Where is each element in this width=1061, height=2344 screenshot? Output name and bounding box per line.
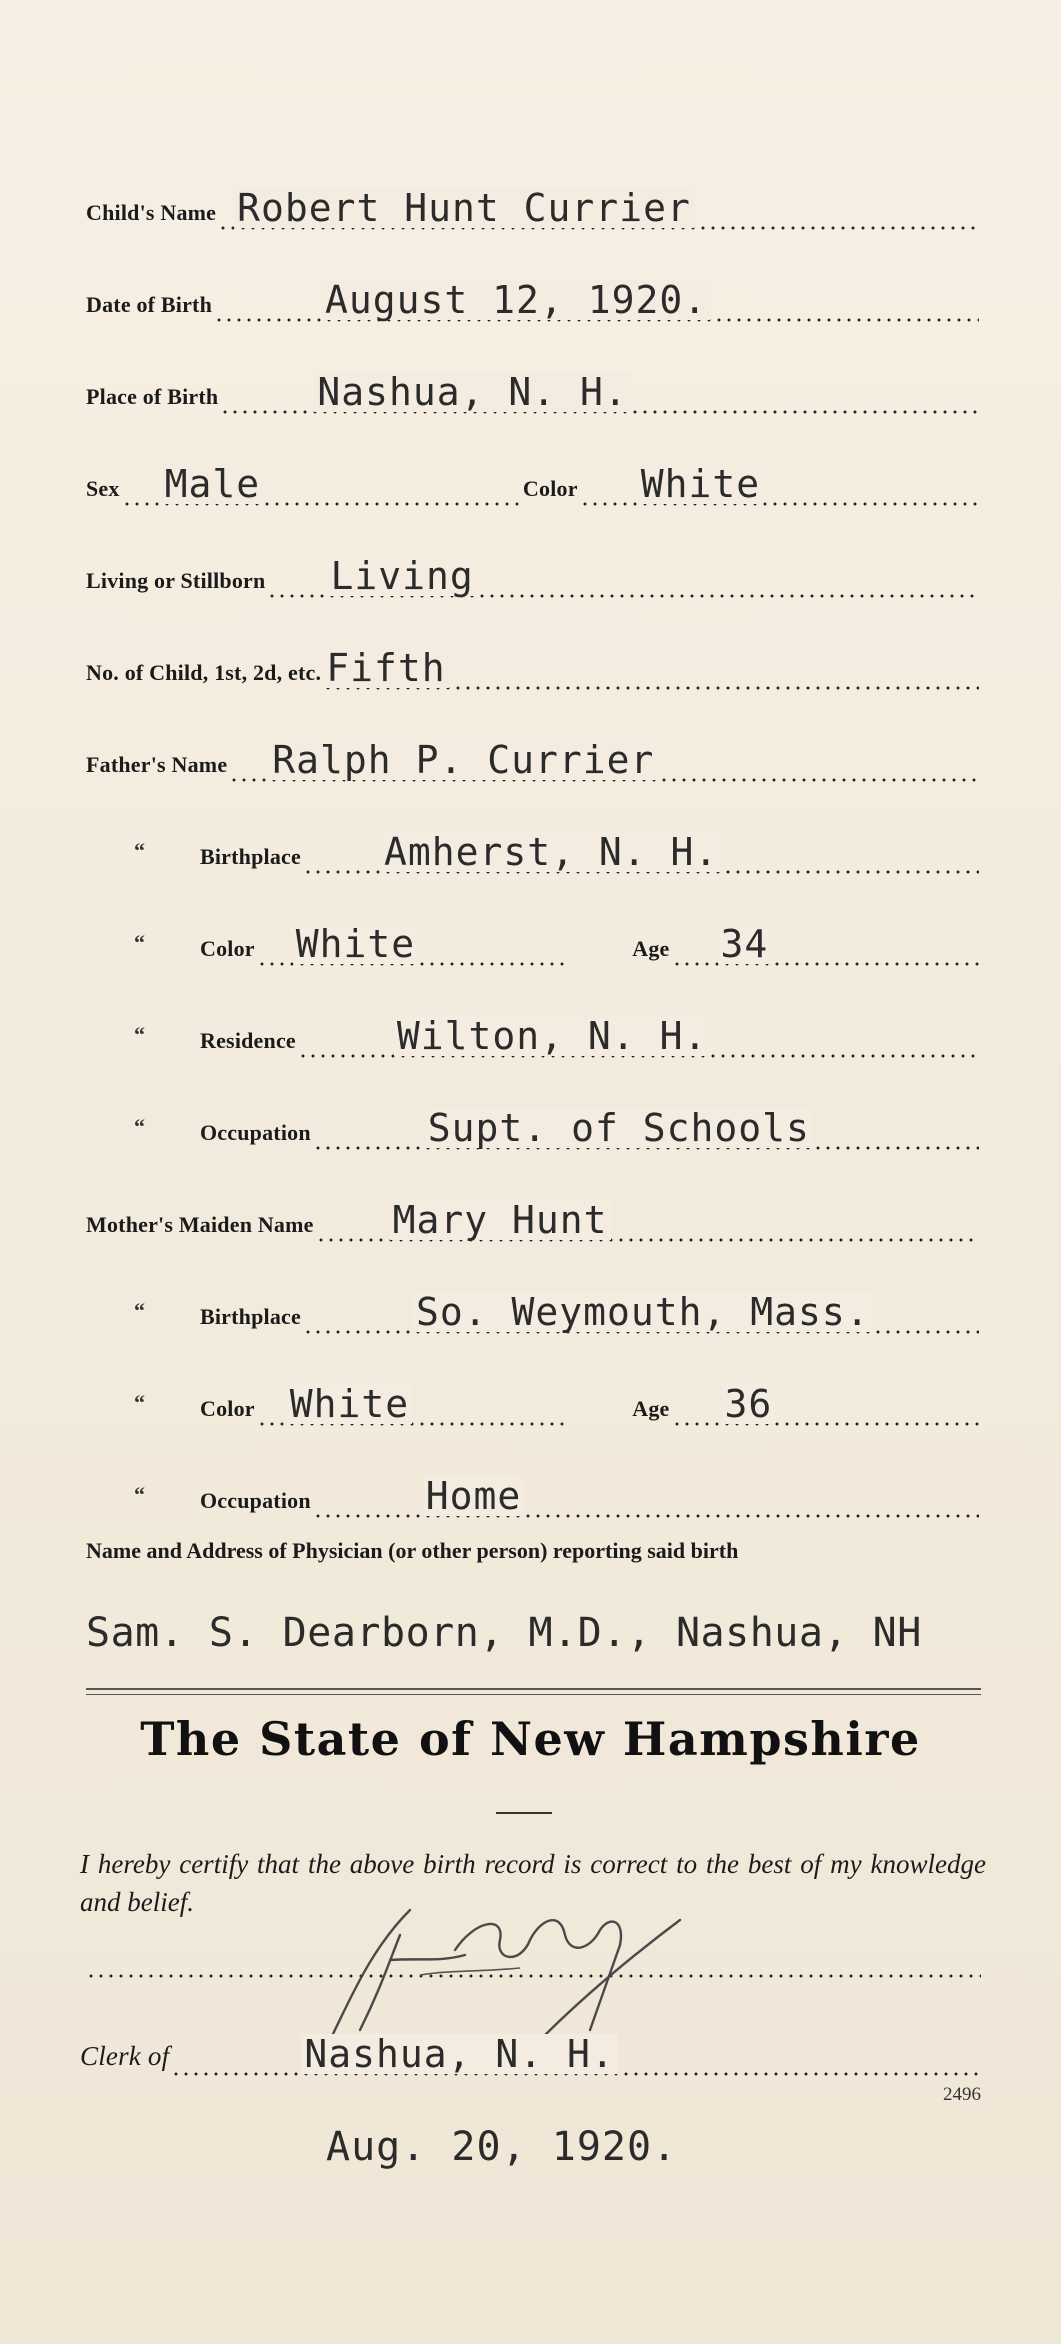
- clerk-label: Clerk of: [80, 2041, 170, 2071]
- divider-rule: [86, 1688, 981, 1690]
- short-divider: [496, 1812, 552, 1814]
- mother-birthplace-label: Birthplace: [200, 1304, 301, 1329]
- ditto-mark: “: [134, 1298, 145, 1323]
- physician-value: Sam. S. Dearborn, M.D., Nashua, NH: [86, 1610, 922, 1656]
- father-age-value: 34: [718, 924, 772, 964]
- mother-occupation-row: [134, 1458, 981, 1518]
- living-label: Living or Stillborn: [86, 568, 266, 593]
- date-of-birth-label: Date of Birth: [86, 292, 213, 317]
- clerk-row: [80, 2020, 981, 2076]
- mother-color-value: White: [287, 1384, 412, 1424]
- sex-label: Sex: [86, 476, 120, 501]
- date-of-birth-row: [86, 262, 981, 322]
- date-of-birth-value: August 12, 1920.: [322, 280, 710, 320]
- mother-color-label: Color: [200, 1396, 255, 1421]
- place-of-birth-label: Place of Birth: [86, 384, 219, 409]
- father-occupation-row: [134, 1090, 981, 1150]
- mother-birthplace-value: So. Weymouth, Mass.: [413, 1292, 873, 1332]
- father-birthplace-value: Amherst, N. H.: [381, 832, 721, 872]
- state-title: The State of New Hampshire: [140, 1712, 921, 1766]
- child-name-row: [86, 170, 981, 230]
- mother-age-value: 36: [722, 1384, 776, 1424]
- living-value: Living: [327, 556, 476, 596]
- ditto-mark: “: [134, 930, 145, 955]
- father-color-age-row: [134, 906, 981, 966]
- father-birthplace-row: [134, 814, 981, 874]
- certification-date: Aug. 20, 1920.: [326, 2124, 678, 2170]
- clerk-city-value: Nashua, N. H.: [301, 2034, 617, 2074]
- child-color-label: Color: [522, 476, 578, 501]
- place-of-birth-row: [86, 354, 981, 414]
- father-name-label: Father's Name: [86, 752, 228, 777]
- form-number: 2496: [943, 2084, 981, 2105]
- mother-name-row: [86, 1182, 981, 1242]
- physician-label: Name and Address of Physician (or other person) reporting said birth: [86, 1538, 739, 1563]
- child-number-label: No. of Child, 1st, 2d, etc.: [86, 660, 322, 685]
- father-color-value: White: [293, 924, 418, 964]
- mother-occupation-value: Home: [423, 1476, 525, 1516]
- ditto-mark: “: [134, 1114, 145, 1139]
- father-residence-row: [134, 998, 981, 1058]
- sex-color-row: [86, 446, 981, 506]
- ditto-mark: “: [134, 838, 145, 863]
- mother-color-age-row: [134, 1366, 981, 1426]
- father-name-row: [86, 722, 981, 782]
- father-color-label: Color: [200, 936, 255, 961]
- child-name-label: Child's Name: [86, 200, 217, 225]
- father-age-label: Age: [632, 936, 670, 961]
- mother-name-value: Mary Hunt: [390, 1200, 611, 1240]
- father-residence-label: Residence: [200, 1028, 296, 1053]
- father-residence-value: Wilton, N. H.: [394, 1016, 710, 1056]
- certification-statement: I hereby certify that the above birth record is correct to the best of my knowledge and belief.: [80, 1849, 986, 1917]
- father-birthplace-label: Birthplace: [200, 844, 301, 869]
- mother-birthplace-row: [134, 1274, 981, 1334]
- child-number-value: Fifth: [323, 648, 448, 688]
- sex-value: Male: [162, 464, 264, 504]
- divider-rule: [86, 1694, 981, 1695]
- living-row: [86, 538, 981, 598]
- father-name-value: Ralph P. Currier: [269, 740, 657, 780]
- child-number-row: [86, 630, 981, 690]
- mother-occupation-label: Occupation: [200, 1488, 311, 1513]
- ditto-mark: “: [134, 1390, 145, 1415]
- place-of-birth-value: Nashua, N. H.: [314, 372, 630, 412]
- child-color-value: White: [638, 464, 763, 504]
- father-occupation-label: Occupation: [200, 1120, 311, 1145]
- mother-name-label: Mother's Maiden Name: [86, 1212, 314, 1237]
- ditto-mark: “: [134, 1022, 145, 1047]
- ditto-mark: “: [134, 1482, 145, 1507]
- father-occupation-value: Supt. of Schools: [425, 1108, 813, 1148]
- mother-age-label: Age: [632, 1396, 670, 1421]
- child-name-value: Robert Hunt Currier: [234, 188, 694, 228]
